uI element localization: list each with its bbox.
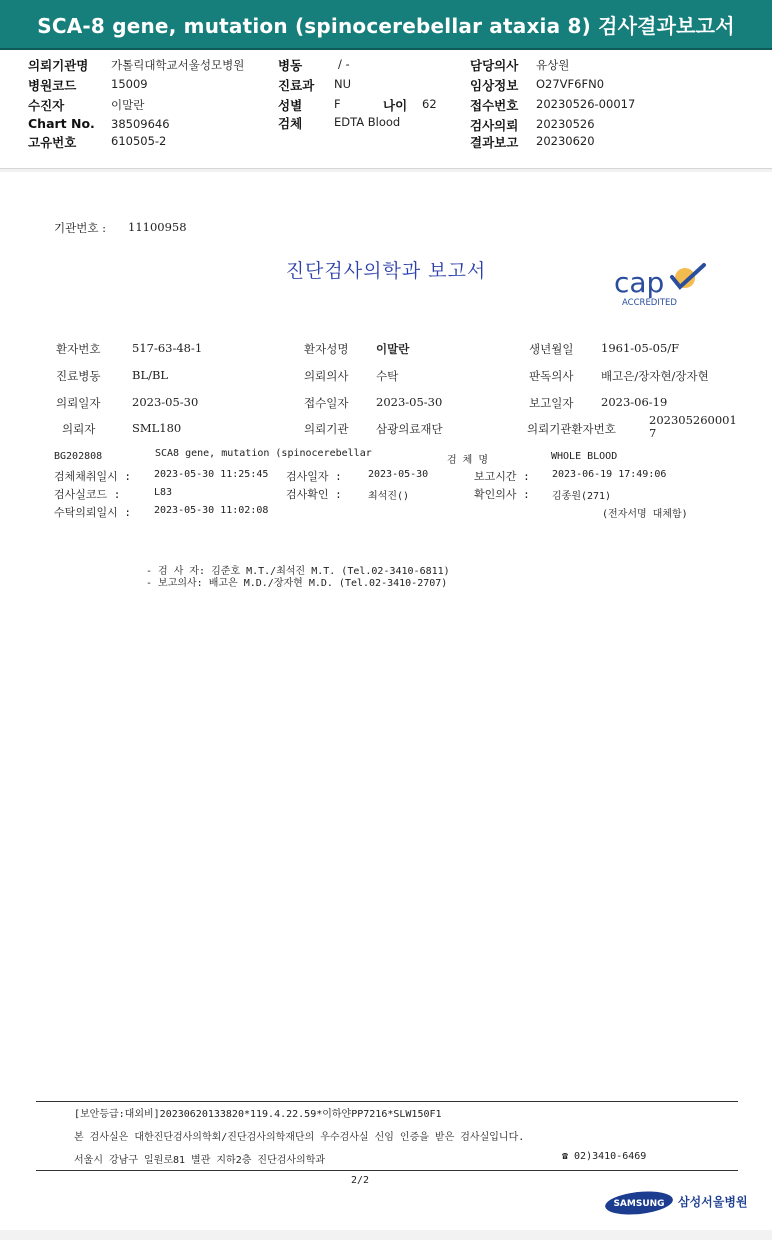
- specimen-label: 검 체 명: [447, 455, 489, 466]
- header-value: 15009: [111, 77, 148, 91]
- certification-text: 본 검사실은 대한진단검사의학회/진단검사의학재단의 우수검사실 신임 인증을 받은 검사실입니다.: [74, 1132, 525, 1143]
- header-value: 가톨릭대학교서울성모병원: [111, 58, 245, 72]
- patient-value: 이말란: [376, 342, 410, 356]
- request-value: 2023-05-30 11:02:08: [154, 505, 269, 516]
- patient-value: SML180: [132, 421, 182, 435]
- patient-value: 1961-05-05/F: [601, 341, 680, 355]
- header-value: EDTA Blood: [334, 115, 401, 129]
- confirm-label: 검사확인 :: [286, 488, 342, 501]
- header-value: 20230526: [536, 117, 595, 131]
- collect-label: 검체채취일시 :: [54, 470, 132, 483]
- page-title: SCA-8 gene, mutation (spinocerebellar ataxia 8) 검사결과보고서: [37, 14, 735, 38]
- department-title: 진단검사의학과 보고서: [285, 260, 487, 282]
- staff-line: - 검 사 자: 김준호 M.T./최석진 M.T. (Tel.02-3410-6811): [146, 566, 450, 577]
- test-date-value: 2023-05-30: [368, 469, 429, 480]
- patient-value: 517-63-48-1: [132, 341, 203, 355]
- confirm-value: 최석진(): [368, 491, 410, 502]
- cap-accredited-logo: [612, 261, 712, 309]
- lab-phone: ☎ 02)3410-6469: [562, 1151, 647, 1162]
- report-page: [0, 172, 772, 1230]
- report-time-value: 2023-06-19 17:49:06: [552, 469, 667, 480]
- room-value: L83: [154, 487, 173, 498]
- header-value: 유상원: [536, 58, 570, 72]
- patient-label: 접수일자: [304, 396, 349, 410]
- header-label: 수진자: [28, 98, 65, 113]
- samsung-logo: [604, 1190, 674, 1216]
- esign-note: (전자서명 대체함): [602, 509, 688, 520]
- patient-label: 의뢰기관: [304, 422, 349, 436]
- patient-value: 배고은/장자현/장자현: [601, 369, 709, 383]
- header-value: NU: [334, 77, 352, 91]
- header-label: 나이: [383, 98, 408, 113]
- header-label: 검체: [278, 116, 303, 131]
- header-value: 38509646: [111, 117, 170, 131]
- header-label: 검사의뢰: [470, 118, 519, 133]
- header-label: 병동: [278, 58, 303, 73]
- patient-value: 202305260001 7: [649, 413, 737, 440]
- patient-label: 보고일자: [529, 396, 574, 410]
- patient-value: 수탁: [376, 369, 399, 383]
- staff-line: - 보고의사: 배고은 M.D./장자현 M.D. (Tel.02-3410-2707): [146, 578, 448, 589]
- patient-label: 진료병동: [56, 369, 101, 383]
- patient-label: 환자번호: [56, 342, 101, 356]
- patient-value: 2023-05-30: [132, 395, 199, 409]
- header-value: F: [334, 97, 341, 111]
- header-value: 20230526-00017: [536, 97, 636, 111]
- title-bar: [0, 0, 772, 50]
- patient-label: 판독의사: [529, 369, 574, 383]
- patient-value: 삼광의료재단: [376, 422, 443, 436]
- request-label: 수탁의뢰일시 :: [54, 506, 132, 519]
- header-label: 성별: [278, 98, 303, 113]
- patient-label: 의뢰기관환자번호: [527, 422, 616, 436]
- test-code: BG202808: [54, 451, 103, 462]
- hospital-name: 삼성서울병원: [678, 1195, 748, 1209]
- cap-logo-subtext: ACCREDITED: [622, 298, 677, 308]
- header-value: 이말란: [111, 98, 145, 112]
- security-line: [보안등급:대외비]20230620133820*119.4.22.59*이하얀PP7216*SLW150F1: [74, 1109, 442, 1120]
- patient-label: 의뢰자: [62, 422, 96, 436]
- institution-no: 11100958: [128, 220, 187, 234]
- patient-value: 2023-05-30: [376, 395, 443, 409]
- header-label: Chart No.: [28, 116, 95, 131]
- confirm-doctor-label: 확인의사 :: [474, 488, 530, 501]
- collect-value: 2023-05-30 11:25:45: [154, 469, 269, 480]
- test-date-label: 검사일자 :: [286, 470, 342, 483]
- header-label: 담당의사: [470, 58, 519, 73]
- report-time-label: 보고시간 :: [474, 470, 530, 483]
- footer-divider: [36, 1170, 738, 1171]
- header-value: O27VF6FN0: [536, 77, 605, 91]
- institution-no-label: 기관번호 :: [54, 221, 106, 235]
- patient-label: 의뢰일자: [56, 396, 101, 410]
- confirm-doctor-value: 김종원(271): [552, 491, 612, 502]
- header-label: 진료과: [278, 78, 315, 93]
- lab-address: 서울시 강남구 일원로81 별관 지하2층 진단검사의학과: [74, 1155, 326, 1166]
- header-value: 62: [422, 97, 437, 111]
- header-value: / -: [338, 57, 350, 71]
- footer-divider: [36, 1101, 738, 1102]
- header-label: 의뢰기관명: [28, 58, 89, 73]
- cap-logo-text: cap: [614, 266, 665, 299]
- test-name: SCA8 gene, mutation (spinocerebellar: [155, 448, 372, 459]
- room-label: 검사실코드 :: [54, 488, 121, 501]
- header-label: 병원코드: [28, 78, 77, 93]
- samsung-logo-text: SAMSUNG: [613, 1199, 665, 1209]
- header-label: 접수번호: [470, 98, 519, 113]
- patient-label: 생년월일: [529, 342, 574, 356]
- patient-value: 2023-06-19: [601, 395, 668, 409]
- header-panel: [0, 50, 772, 169]
- patient-label: 의뢰의사: [304, 369, 349, 383]
- header-value: 610505-2: [111, 134, 167, 148]
- header-label: 임상정보: [470, 78, 519, 93]
- header-label: 고유번호: [28, 135, 77, 150]
- patient-value: BL/BL: [132, 368, 169, 382]
- page-number: 2/2: [351, 1175, 370, 1186]
- specimen-value: WHOLE BLOOD: [551, 451, 618, 462]
- patient-label: 환자성명: [304, 342, 349, 356]
- header-value: 20230620: [536, 134, 595, 148]
- header-label: 결과보고: [470, 135, 519, 150]
